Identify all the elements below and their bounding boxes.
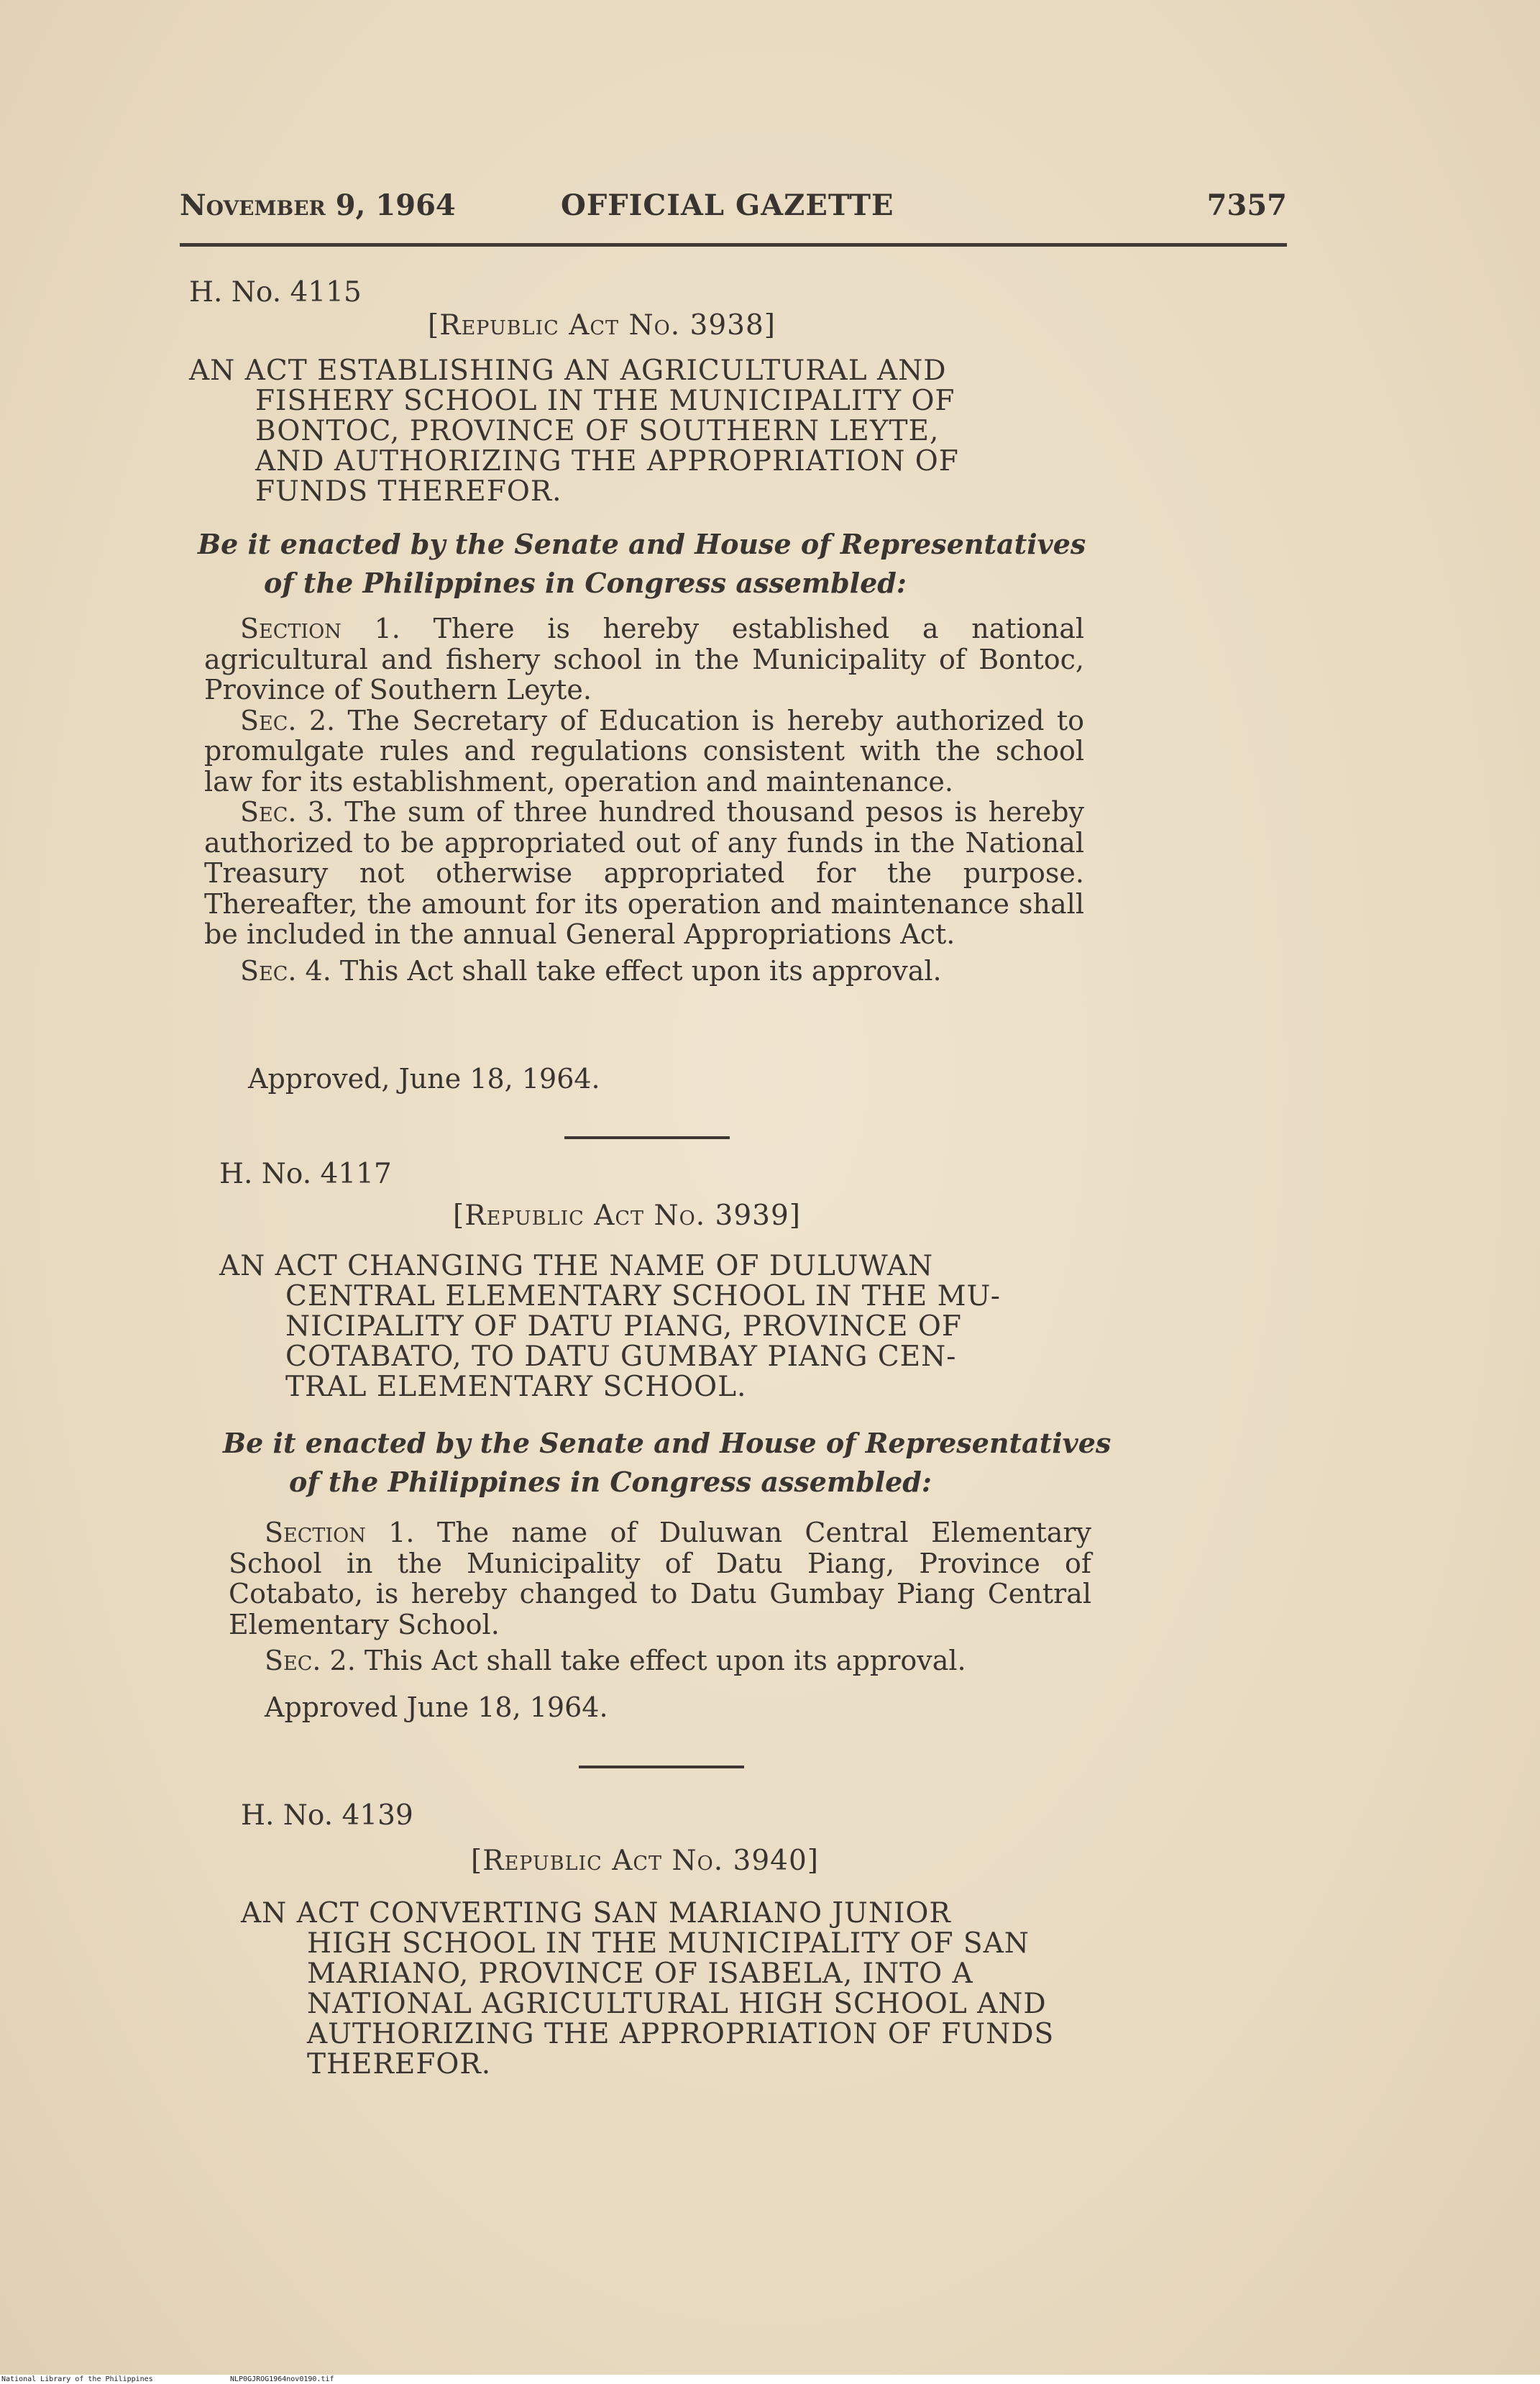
act-title-line: HIGH SCHOOL IN THE MUNICIPALITY OF SAN [307,1927,1030,1960]
act-sections [229,1517,1091,1676]
house-bill-number: H. No. 4115 [189,276,362,309]
section-text: The Secretary of Education is hereby authorized to promulgate rules and regulations consistent with the school law for its establishment, operation and maintenance. [204,704,1084,798]
act-title-line: AND AUTHORIZING THE APPROPRIATION OF [255,445,959,478]
act-title-line: THEREFOR. [307,2048,492,2081]
section-lead: Sec. 4. [240,954,331,987]
page-number: 7357 [1206,188,1287,222]
act-title-line: COTABATO, TO DATU GUMBAY PIANG CEN- [285,1341,957,1373]
section-text: This Act shall take effect upon its approval. [339,954,942,987]
act-title-line: AUTHORIZING THE APPROPRIATION OF FUNDS [307,2018,1055,2050]
section-lead: Sec. 2. [240,704,336,736]
library-credit: National Library of the Philippines [1,2375,153,2383]
header-title: OFFICIAL GAZETTE [561,188,894,222]
section-paragraph [229,1517,1091,1640]
section-separator [579,1766,744,1768]
act-title-line: MARIANO, PROVINCE OF ISABELA, INTO A [307,1958,973,1990]
section-paragraph [204,797,1084,950]
section-lead: Sec. 3. [240,796,334,828]
act-title-line: FUNDS THEREFOR. [255,475,562,508]
act-title-line: AN ACT CHANGING THE NAME OF DULUWAN [219,1250,934,1282]
act-title-line: NICIPALITY OF DATU PIANG, PROVINCE OF [285,1310,962,1343]
section-text: The name of Duluwan Central Elementary School in the Municipality of Datu Piang, Province of Cotabato, is hereby changed to Datu Gumbay Piang Central Elementary School. [229,1517,1092,1640]
header-rule [180,243,1287,247]
act-title [219,1251,1118,1402]
section-lead: Section 1. [265,1517,415,1548]
enacting-clause [198,525,1132,603]
act-title-line: TRAL ELEMENTARY SCHOOL. [285,1371,747,1403]
section-lead: Section 1. [240,613,400,644]
house-bill-number: H. No. 4139 [241,1799,413,1832]
enacting-line: of the Philippines in Congress assembled: [289,1466,932,1498]
enacting-line: Be it enacted by the Senate and House of Representatives [198,528,1086,560]
republic-act-number: [Republic Act No. 3939] [453,1200,801,1232]
section-text: The sum of three hundred thousand pesos is hereby authorized to be appropriated out of any funds in the National Treasury not otherwise appropriated for the purpose. Thereafter, the amount for its operation and maintenance shall be included in the annual General Appropriations Act. [204,796,1084,950]
act-sections [204,613,1084,986]
section-paragraph [229,1645,1091,1676]
header-date: November 9, 1964 [180,188,456,222]
house-bill-number: H. No. 4117 [219,1158,392,1190]
section-text: This Act shall take effect upon its approval. [364,1645,966,1676]
section-paragraph [204,956,1084,987]
act-title [241,1899,1140,2080]
republic-act-number: [Republic Act No. 3940] [471,1845,819,1877]
act-title-line: AN ACT ESTABLISHING AN AGRICULTURAL AND [189,355,947,387]
enacting-line: of the Philippines in Congress assembled: [264,567,907,599]
scan-filename: NLP0GJROG1964nov0190.tif [230,2375,334,2383]
act-title-line: NATIONAL AGRICULTURAL HIGH SCHOOL AND [307,1988,1047,2020]
act-title-line: CENTRAL ELEMENTARY SCHOOL IN THE MU- [285,1280,1001,1312]
approval-date: Approved June 18, 1964. [265,1691,608,1723]
scan-footer [0,2375,1540,2384]
act-title-line: BONTOC, PROVINCE OF SOUTHERN LEYTE, [255,415,940,447]
section-text: There is hereby established a national agricultural and fishery school in the Municipality of Bontoc, Province of Southern Leyte. [204,613,1085,705]
act-title-line: AN ACT CONVERTING SAN MARIANO JUNIOR [241,1897,951,1929]
section-lead: Sec. 2. [265,1645,356,1676]
approval-date: Approved, June 18, 1964. [248,1063,600,1095]
enacting-clause [223,1424,1158,1502]
republic-act-number: [Republic Act No. 3938] [428,309,776,342]
section-paragraph [204,705,1084,798]
running-header [180,188,1287,232]
section-paragraph [204,613,1084,705]
section-separator [564,1136,730,1139]
enacting-line: Be it enacted by the Senate and House of Representatives [223,1427,1112,1459]
act-title-line: FISHERY SCHOOL IN THE MUNICIPALITY OF [255,385,955,417]
act-title [189,356,1088,507]
